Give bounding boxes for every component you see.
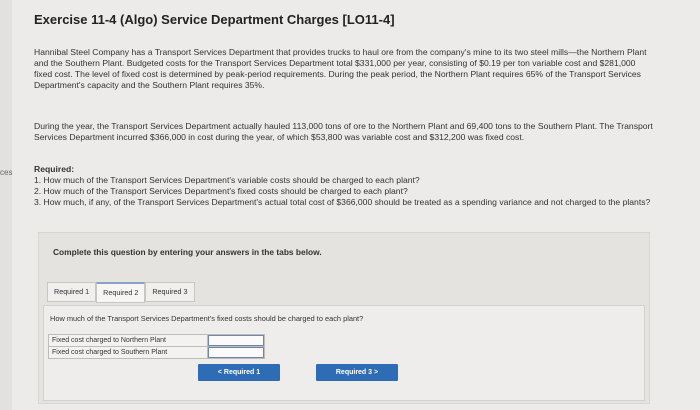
next-button-label: Required 3: [335, 369, 373, 376]
prev-required-button[interactable]: [198, 364, 280, 381]
southern-fixed-cost-input[interactable]: [208, 347, 264, 358]
row-cell-southern: [208, 347, 265, 359]
required-heading: Required:: [34, 164, 75, 174]
row-cell-northern: [208, 335, 265, 347]
tab-required-2[interactable]: Required 2: [96, 282, 145, 303]
tab-required-1[interactable]: Required 1: [47, 282, 96, 302]
prev-button-label: Required 1: [223, 369, 261, 376]
required-question-2: 2. How much of the Transport Services Department's fixed costs should be charged to each plant?: [34, 186, 408, 196]
required-section: [34, 164, 654, 208]
next-required-button[interactable]: [316, 364, 398, 381]
page-title: Exercise 11-4 (Algo) Service Department Charges [LO11-4]: [34, 12, 395, 27]
left-sidebar-strip: [0, 0, 12, 410]
problem-paragraph-1: Hannibal Steel Company has a Transport Services Department that provides trucks to haul ore from the company's mine to its two steel mills—the Northern Plant and the Southern Plant. Budgeted costs for the Transport Services Department total $331,000 per year, consisting of $0.19 per ton variable cost and $281,000 fixed cost. The level of fixed cost is determined by peak-period requirements. During the peak period, the Northern Plant requires 65% of the Transport Services Department's capacity and the Southern Plant requires 35%.: [34, 47, 647, 90]
required-question-1: 1. How much of the Transport Services Department's variable costs should be charged to each plant?: [34, 175, 420, 185]
row-label-southern: Fixed cost charged to Southern Plant: [49, 347, 208, 359]
answer-table: [48, 334, 265, 359]
question-area: [43, 305, 645, 401]
problem-paragraph-2: During the year, the Transport Services Department actually hauled 113,000 tons of ore to the Northern Plant and 69,400 tons to the Southern Plant. The Transport Services Department incurred $366,000 in cost during the year, of which $53,800 was variable cost and $312,200 was fixed cost.: [34, 121, 653, 142]
table-row: [49, 335, 265, 347]
instructions-text: Complete this question by entering your answers in the tabs below.: [53, 247, 322, 257]
sidebar-fragment-label: ces: [0, 168, 13, 177]
chevron-right-icon: >: [374, 369, 379, 376]
row-label-northern: Fixed cost charged to Northern Plant: [49, 335, 208, 347]
question-text: How much of the Transport Services Department's fixed costs should be charged to each plant?: [50, 314, 364, 323]
chevron-left-icon: <: [217, 369, 222, 376]
northern-fixed-cost-input[interactable]: [208, 335, 264, 346]
table-row: [49, 347, 265, 359]
tab-required-3[interactable]: Required 3: [145, 282, 194, 302]
tab-bar: [47, 282, 195, 300]
required-question-3: 3. How much, if any, of the Transport Services Department's actual total cost of $366,000 should be treated as a spending variance and not charged to the plants?: [34, 197, 651, 207]
